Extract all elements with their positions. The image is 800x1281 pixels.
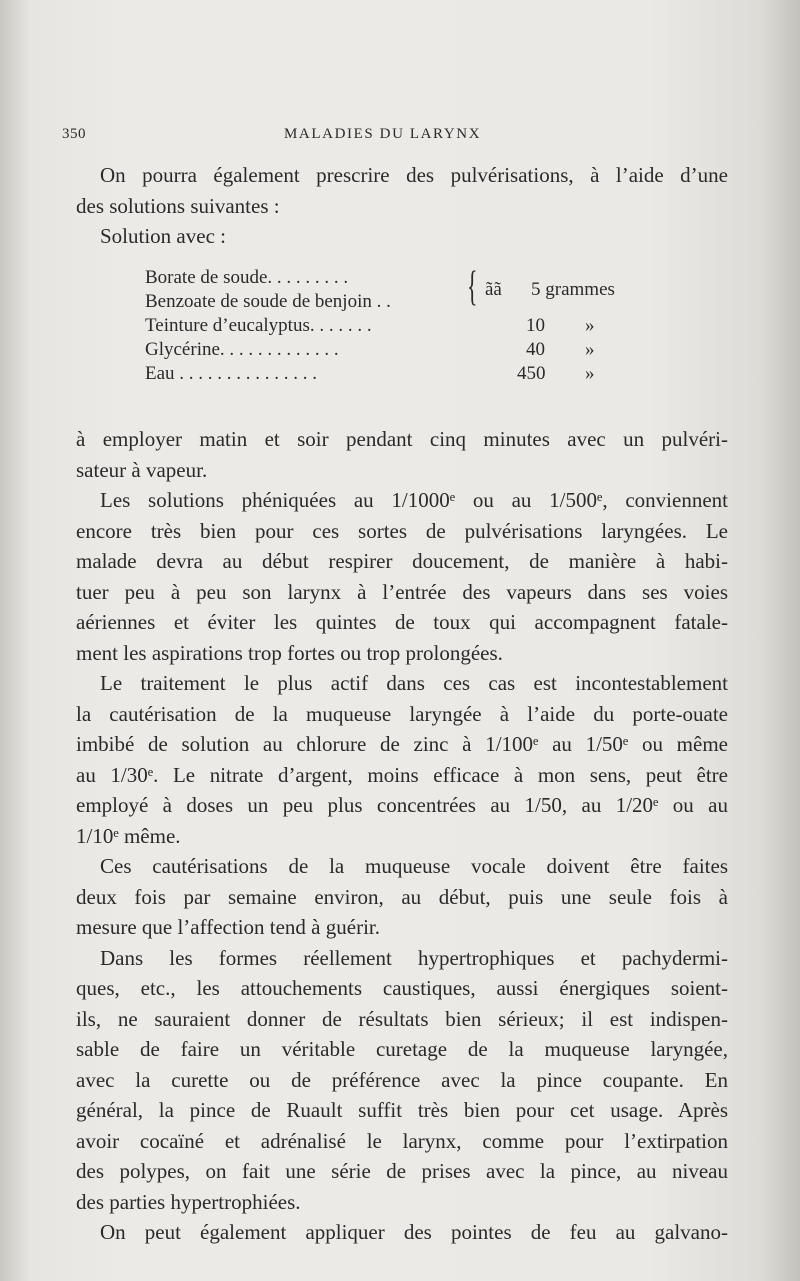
text-line: des solutions suivantes :	[76, 193, 280, 218]
page-header	[0, 126, 800, 148]
text-line: ment les aspirations trop fortes ou trop prolongées.	[76, 640, 503, 665]
text-line: général, la pince de Ruault suffit très bien pour cet usage. Après	[76, 1098, 728, 1122]
text-line: à employer matin et soir pendant cinq minutes avec un pulvéri-	[76, 427, 728, 451]
text-line: avoir cocaïné et adrénalisé le larynx, comme pour l’extirpation	[76, 1128, 728, 1153]
ingredient-name: Teinture d’eucalyptus. . . . . . .	[145, 315, 372, 336]
text-line: malade devra au début respirer doucement, de manière à habi-	[76, 549, 728, 573]
text-line: Les solutions phéniquées au 1/1000ᵉ ou au 1/500ᵉ, conviennent	[100, 488, 728, 512]
text-line: mesure que l’affection tend à guérir.	[76, 915, 380, 939]
ingredient-quantity: 10	[526, 315, 545, 336]
text-line: sateur à vapeur.	[76, 457, 208, 482]
ingredient-quantity: 40	[526, 339, 545, 360]
formula-row	[145, 290, 665, 314]
text-line: tuer peu à peu son larynx à l’entrée des vapeurs dans ses voies	[76, 579, 728, 604]
ingredient-name: Eau . . . . . . . . . . . . . . .	[145, 363, 318, 384]
text-line: aériennes et éviter les quintes de toux qui accompagnent fatale-	[76, 610, 728, 634]
text-line: avec la curette ou de préférence avec la pince coupante. En	[76, 1067, 728, 1092]
ingredient-quantity: 450	[517, 363, 546, 384]
ana-partes-mark: ãã	[485, 279, 502, 300]
text-line: des polypes, on fait une série de prises avec la pince, au niveau	[76, 1159, 728, 1183]
text-line: On pourra également prescrire des pulvérisations, à l’aide d’une	[100, 163, 728, 187]
ingredient-name: Borate de soude. . . . . . . . .	[145, 267, 349, 288]
ditto-mark: »	[585, 339, 595, 360]
ditto-mark: »	[585, 315, 595, 336]
text-line: Solution avec :	[100, 224, 226, 248]
text-line: ils, ne sauraient donner de résultats bien sérieux; il est indispen-	[76, 1006, 728, 1031]
text-line: la cautérisation de la muqueuse laryngée à l’aide du porte-ouate	[76, 701, 728, 726]
text-line: Dans les formes réellement hypertrophiques et pachydermi-	[100, 945, 728, 970]
shared-dose: 5 grammes	[531, 279, 615, 300]
running-head: MALADIES DU LARYNX	[284, 126, 482, 142]
ingredient-name: Benzoate de soude de benjoin . .	[145, 291, 391, 312]
text-line: employé à doses un peu plus concentrées au 1/50, au 1/20ᵉ ou au	[76, 793, 728, 817]
text-line: des parties hypertrophiées.	[76, 1189, 301, 1214]
ingredient-name: Glycérine. . . . . . . . . . . . .	[145, 339, 339, 360]
text-line: deux fois par semaine environ, au début, puis une seule fois à	[76, 884, 728, 909]
text-line: Ces cautérisations de la muqueuse vocale doivent être faites	[100, 854, 728, 878]
formula-table	[145, 262, 665, 386]
text-line: Le traitement le plus actif dans ces cas est incontestablement	[100, 671, 728, 695]
body-text	[76, 424, 728, 1248]
text-line: encore très bien pour ces sortes de pulvérisations laryngées. Le	[76, 518, 728, 543]
intro-text	[76, 160, 728, 252]
formula-row	[145, 314, 665, 338]
page-number: 350	[62, 126, 86, 142]
ditto-mark: »	[585, 363, 595, 384]
formula-row	[145, 362, 665, 386]
text-line: ques, etc., les attouchements caustiques, aussi énergiques soient-	[76, 976, 728, 1000]
formula-row	[145, 338, 665, 362]
text-line: imbibé de solution au chlorure de zinc à 1/100ᵉ au 1/50ᵉ ou même	[76, 732, 728, 756]
text-line: 1/10ᵉ même.	[76, 823, 181, 848]
text-line: sable de faire un véritable curetage de la muqueuse laryngée,	[76, 1037, 728, 1061]
brace-symbol: {	[467, 262, 478, 310]
text-line: au 1/30ᵉ. Le nitrate d’argent, moins efficace à mon sens, peut être	[76, 762, 728, 787]
text-line: On peut également appliquer des pointes de feu au galvano-	[100, 1220, 728, 1244]
